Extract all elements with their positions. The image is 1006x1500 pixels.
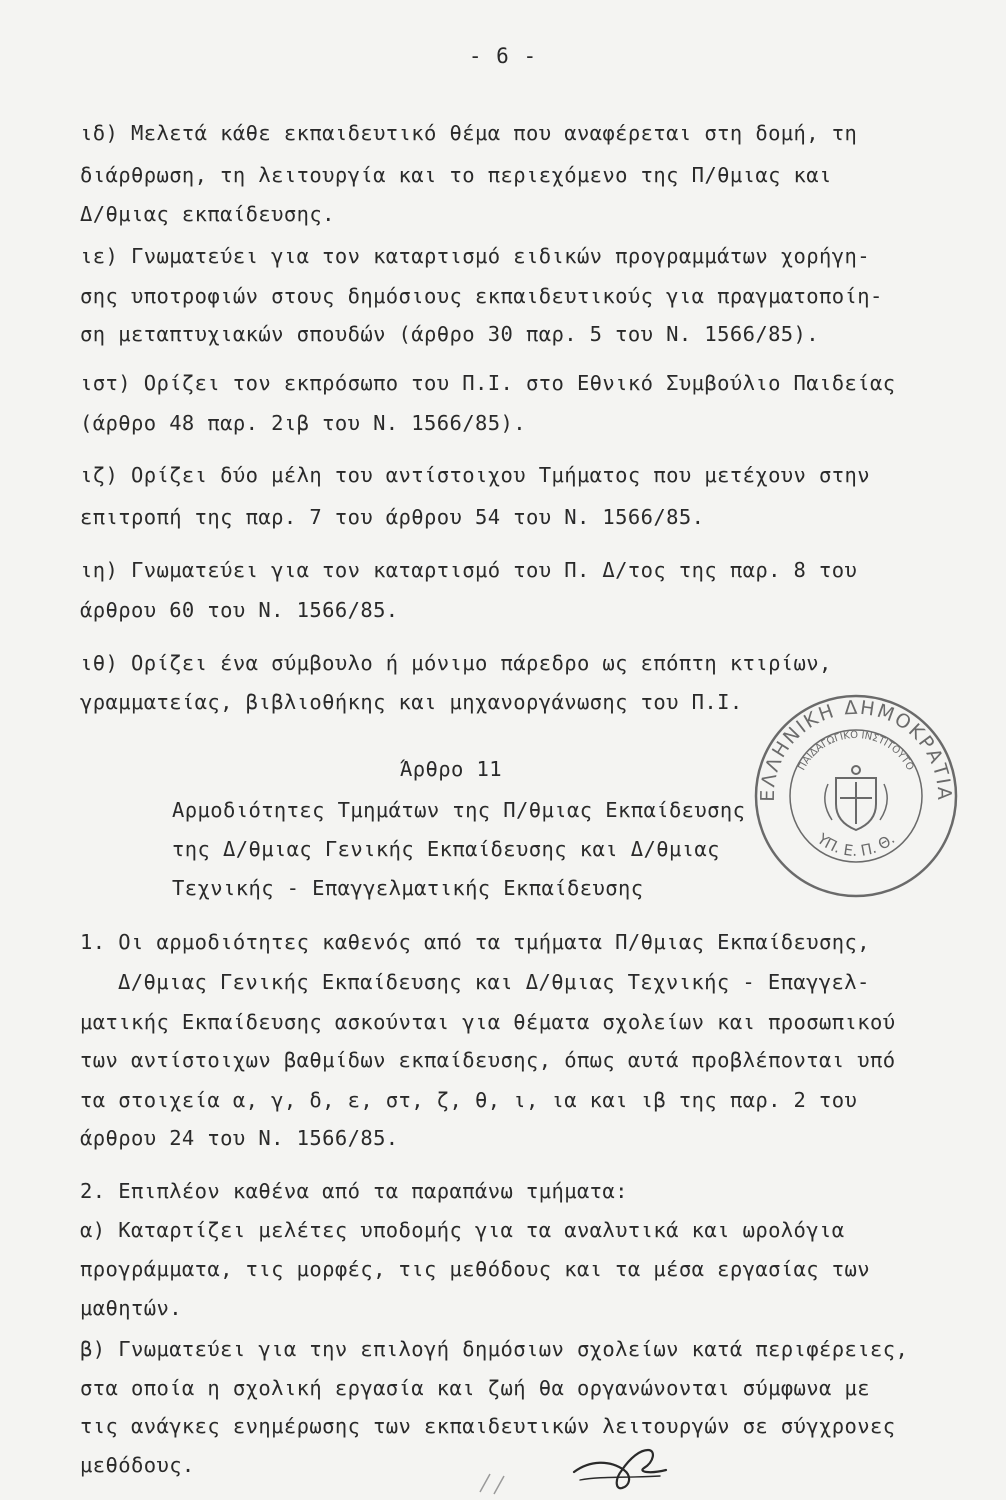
article-heading: Άρθρο 11 [400,757,502,781]
item-line: ιε) Γνωματεύει για τον καταρτισμό ειδικών προγραμμάτων χορήγη- [80,244,871,268]
article-title-line: Αρμοδιότητες Τμημάτων της Π/θμιας Εκπαίδευσης [172,798,746,822]
article-title-line: Τεχνικής - Επαγγελματικής Εκπαίδευσης [172,876,644,900]
continuation-mark [450,1470,530,1498]
item-line: ιη) Γνωματεύει για τον καταρτισμό του Π. Δ/τος της παρ. 8 του [80,558,858,582]
item-line: ιζ) Ορίζει δύο μέλη του αντίστοιχου Τμήματος που μετέχουν στην [80,463,871,487]
paragraph-line: μεθόδους. [80,1453,195,1477]
page-number: - 6 - [468,44,538,68]
paragraph-line: 2. Επιπλέον καθένα από τα παραπάνω τμήματα: [80,1179,628,1203]
paragraph-line: των αντίστοιχων βαθμίδων εκπαίδευσης, όπως αυτά προβλέπονται υπό [80,1048,896,1072]
item-line: γραμματείας, βιβλιοθήκης και μηχανοργάνωσης του Π.Ι. [80,690,743,714]
item-line: ιθ) Ορίζει ένα σύμβουλο ή μόνιμο πάρεδρο ως επόπτη κτιρίων, [80,651,832,675]
item-line: (άρθρο 48 παρ. 2ιβ του Ν. 1566/85). [80,411,526,435]
seal-outer-text: ΕΛΛΗΝΙΚΗ ΔΗΜΟΚΡΑΤΙΑ [756,696,956,802]
item-line: ιστ) Ορίζει τον εκπρόσωπο του Π.Ι. στο Εθνικό Συμβούλιο Παιδείας [80,371,896,395]
item-line: ιδ) Μελετά κάθε εκπαιδευτικό θέμα που αναφέρεται στη δομή, τη [80,121,858,145]
paragraph-line: στα οποία η σχολική εργασία και ζωή θα οργανώνονται σύμφωνα με [80,1376,871,1400]
item-line: Δ/θμιας εκπαίδευσης. [80,202,335,226]
paragraph-line: τα στοιχεία α, γ, δ, ε, στ, ζ, θ, ι, ια και ιβ της παρ. 2 του [80,1088,858,1112]
item-line: άρθρου 60 του Ν. 1566/85. [80,598,399,622]
paragraph-line: Δ/θμιας Γενικής Εκπαίδευσης και Δ/θμιας Τεχνικής - Επαγγελ- [118,970,870,994]
signature-mark [570,1440,670,1494]
paragraph-line: προγράμματα, τις μορφές, τις μεθόδους και τα μέσα εργασίας των [80,1257,871,1281]
paragraph-line: ματικής Εκπαίδευσης ασκούνται για θέματα σχολείων και προσωπικού [80,1010,896,1034]
item-line: ση μεταπτυχιακών σπουδών (άρθρο 30 παρ. 5 του Ν. 1566/85). [80,322,820,346]
article-title-line: της Δ/θμιας Γενικής Εκπαίδευσης και Δ/θμιας [172,837,720,861]
paragraph-line: τις ανάγκες ενημέρωσης των εκπαιδευτικών λειτουργών σε σύγχρονες [80,1414,896,1438]
paragraph-line: β) Γνωματεύει για την επιλογή δημόσιων σχολείων κατά περιφέρειες, [80,1337,909,1361]
official-seal-stamp [752,692,960,900]
item-line: επιτροπή της παρ. 7 του άρθρου 54 του Ν. 1566/85. [80,505,705,529]
paragraph-line: α) Καταρτίζει μελέτες υποδομής για τα αναλυτικά και ωρολόγια [80,1218,845,1242]
seal-inner-text: ΠΑΙΔΑΓΩΓΙΚΟ ΙΝΣΤΙΤΟΥΤΟ [796,729,916,773]
item-line: σης υποτροφιών στους δημόσιους εκπαιδευτικούς για πραγματοποίη- [80,284,883,308]
item-line: διάρθρωση, τη λειτουργία και το περιεχόμενο της Π/θμιας και [80,163,832,187]
paragraph-line: 1. Οι αρμοδιότητες καθενός από τα τμήματα Π/θμιας Εκπαίδευσης, [80,930,871,954]
coat-of-arms-icon [825,766,887,830]
paragraph-line: άρθρου 24 του Ν. 1566/85. [80,1126,399,1150]
seal-bottom-text: ΥΠ. Ε. Π. Θ. [813,829,899,860]
paragraph-line: μαθητών. [80,1296,182,1320]
